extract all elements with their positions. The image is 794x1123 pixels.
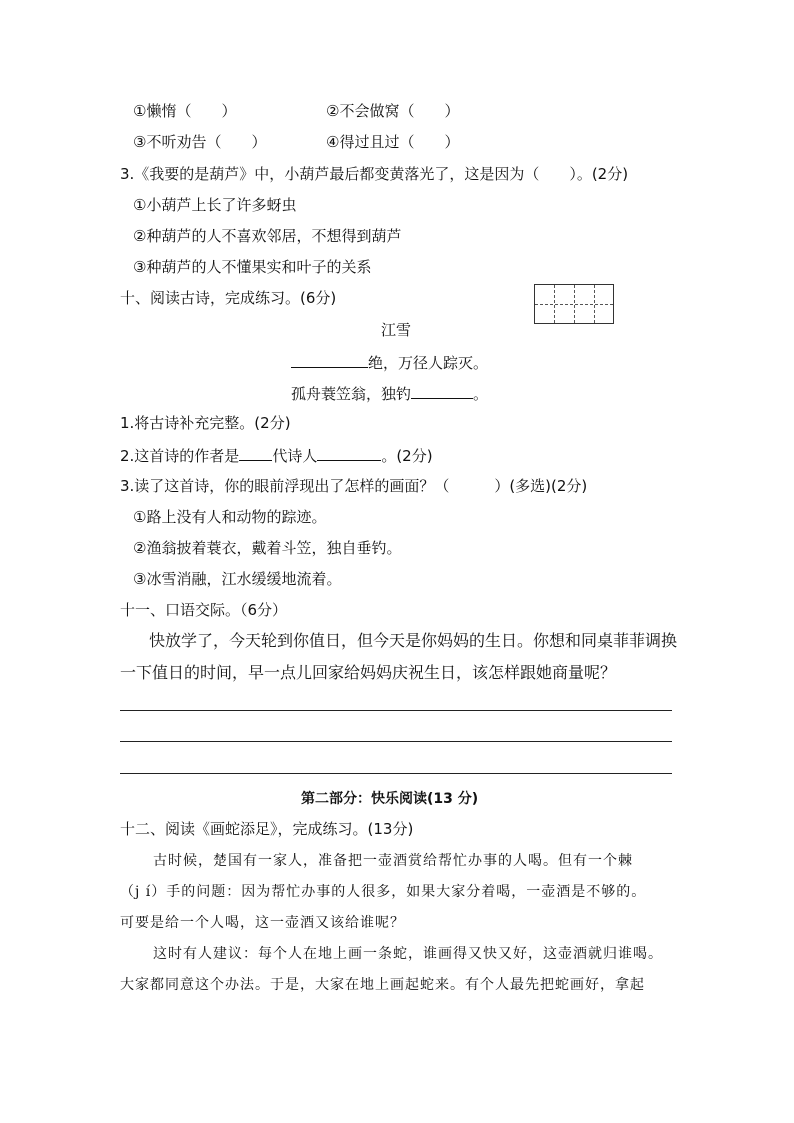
poem-q1: 1.将古诗补充完整。(2分) [120,414,291,432]
poem-q2: 2.这首诗的作者是 代诗人 。(2分) [120,444,433,466]
section11-para-line-1: 快放学了，今天轮到你值日，但今天是你妈妈的生日。你想和同桌菲菲调换 [149,631,678,650]
answer-line-3[interactable] [120,773,672,774]
passage-line-1: 古时候，楚国有一家人，准备把一壶酒赏给帮忙办事的人喝。但有一个棘 [153,853,633,869]
section11-heading: 十一、口语交际。（6分） [120,601,288,619]
poem-q3: 3.读了这首诗，你的眼前浮现出了怎样的画面？（ ）(多选)(2分) [120,477,588,495]
hulu-question: 3.《我要的是葫芦》中，小葫芦最后都变黄落光了，这是因为（ ）。(2分) [120,165,629,183]
answer-line-2[interactable] [120,741,672,742]
poem-line-2: 孤舟蓑笠翁，独钓 。 [291,382,488,404]
part2-title: 第二部分：快乐阅读(13 分) [301,791,479,807]
section11-para-line-2: 一下值日的时间，早一点儿回家给妈妈庆祝生日，该怎样跟她商量呢？ [120,663,617,682]
option-get-by: ④得过且过（ ） [326,133,460,151]
hulu-choice-1: ①小葫芦上长了许多蚜虫 [133,196,297,214]
dynasty-blank[interactable] [239,444,272,461]
poem-blank-1[interactable] [291,351,368,368]
poem-line-1: 绝，万径人踪灭。 [291,351,488,373]
poet-blank[interactable] [317,444,381,461]
poem-title: 江雪 [381,321,412,339]
passage-line-4: 这时有人建议：每个人在地上画一条蛇，谁画得又快又好，这壶酒就归谁喝。 [153,946,663,962]
poem-q3-choice-1: ①路上没有人和动物的踪迹。 [133,508,327,526]
answer-line-1[interactable] [120,710,672,711]
hulu-choice-3: ③种葫芦的人不懂果实和叶子的关系 [133,258,372,276]
option-lazy: ①懒惰（ ） [133,102,237,120]
section10-heading: 十、阅读古诗，完成练习。(6分) [120,289,337,307]
hulu-choice-2: ②种葫芦的人不喜欢邻居，不想得到葫芦 [133,227,402,245]
section12-heading: 十二、阅读《画蛇添足》，完成练习。(13分) [120,820,414,838]
passage-line-5: 大家都同意这个办法。于是，大家在地上画起蛇来。有个人最先把蛇画好，拿起 [120,977,645,993]
passage-line-2: （j í）手的问题：因为帮忙办事的人很多，如果大家分着喝，一壶酒是不够的。 [120,884,647,900]
poem-q3-choice-2: ②渔翁披着蓑衣，戴着斗笠，独自垂钓。 [133,539,402,557]
passage-line-3: 可要是给一个人喝，这一壶酒又该给谁呢？ [120,915,405,931]
poem-blank-2[interactable] [411,382,473,399]
poem-q3-choice-3: ③冰雪消融，江水缓缓地流着。 [133,570,342,588]
option-no-nest: ②不会做窝（ ） [326,102,460,120]
writing-grid [534,284,614,324]
option-no-advice: ③不听劝告（ ） [133,133,267,151]
